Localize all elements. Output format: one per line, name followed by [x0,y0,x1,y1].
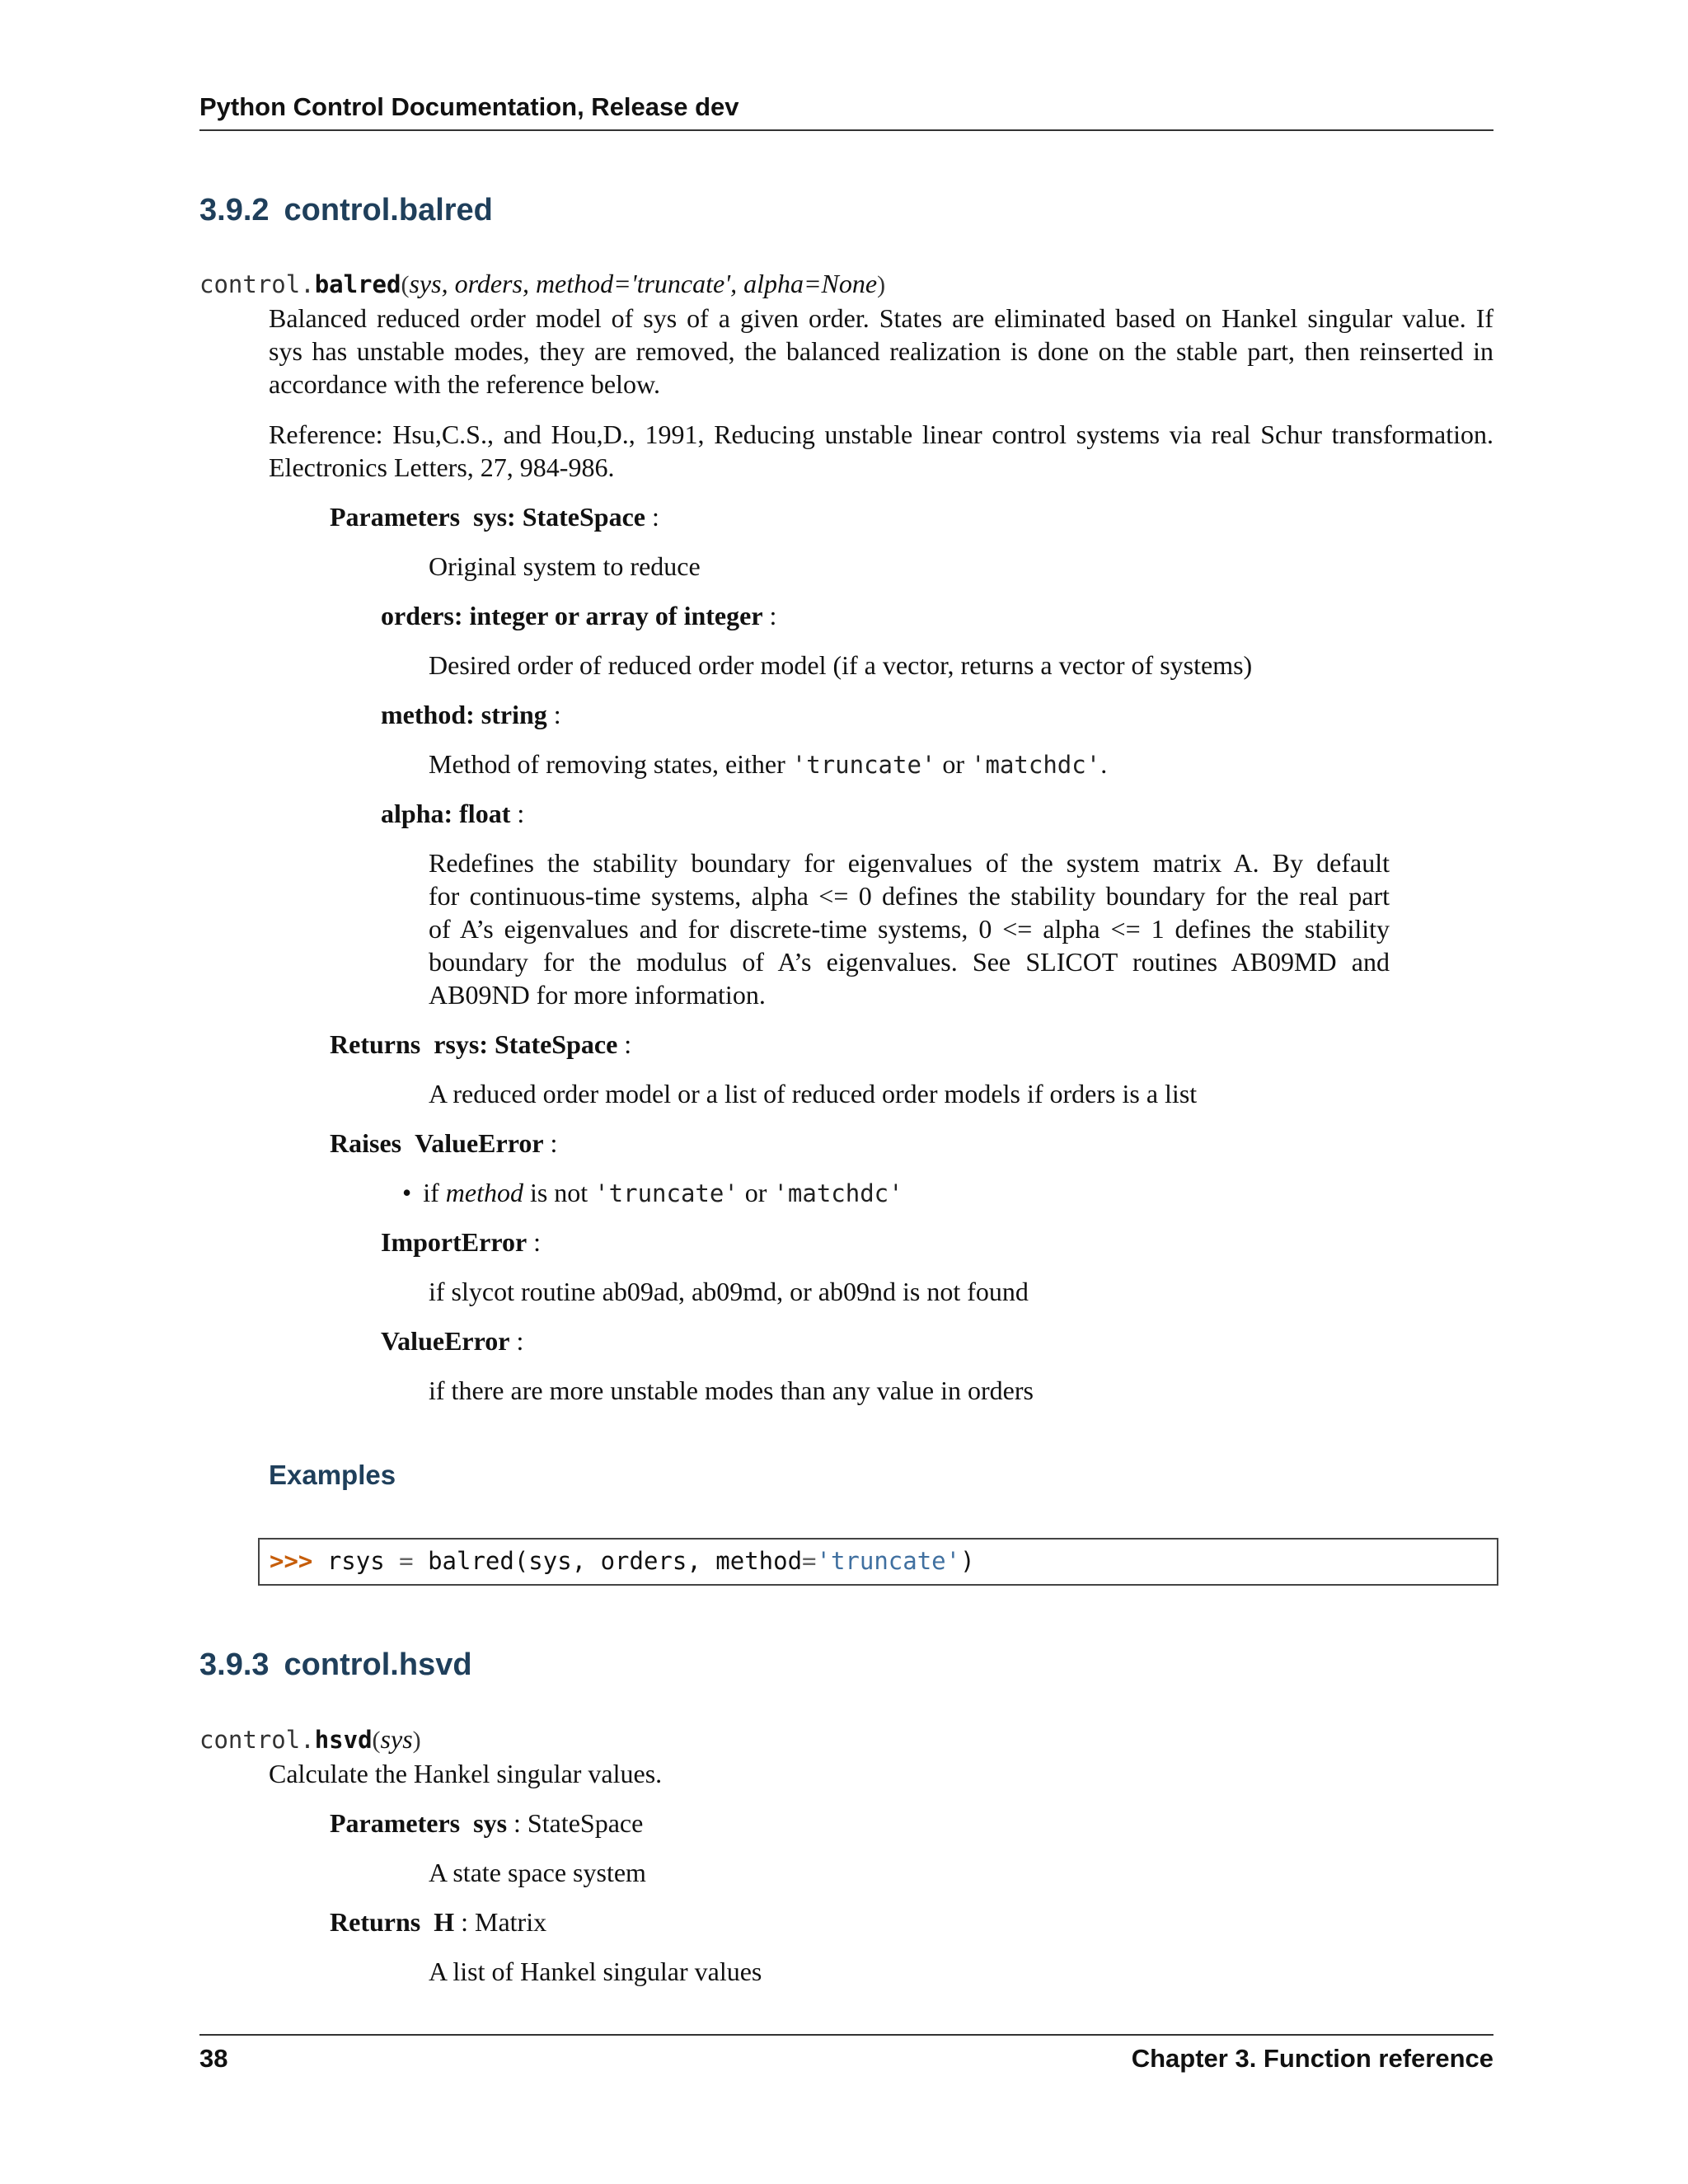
footer-divider [199,2034,1493,2036]
page-number: 38 [199,2044,228,2073]
examples-heading: Examples [269,1460,396,1490]
desc-line: sys has unstable modes, they are removed, the balanced realization is done on the stable part, then reinserted in [269,336,1493,366]
header-divider [199,129,1493,131]
signature-module: control. [199,1726,315,1754]
returns-desc: A reduced order model or a list of reduced order models if orders is a list [429,1079,1198,1108]
returns-name: H [434,1907,455,1937]
raises-row-importerror: ImportError : [381,1227,542,1257]
alpha-desc-line: Redefines the stability boundary for eigenvalues of the system matrix A. By default [429,848,1390,878]
desc-line: Balanced reduced order model of sys of a given order. States are eliminated based on Hankel singular value. If [269,303,1493,333]
raises-importerror-name: ImportError [381,1227,528,1257]
hsvd-param-desc: A state space system [429,1858,646,1887]
alpha-desc-line: AB09ND for more information. [429,980,766,1010]
param-name-alpha: alpha: float [381,799,511,828]
section-title: control.hsvd [284,1647,472,1682]
inline-code: 'truncate' [594,1179,738,1207]
running-header-title: Python Control Documentation, Release dev [199,92,739,121]
inline-code: 'matchdc' [971,751,1101,779]
code-string: 'truncate' [816,1547,961,1575]
returns-name: rsys: StateSpace [434,1029,618,1059]
param-row-orders: orders: integer or array of integer : [381,601,777,630]
signature-module: control. [199,270,315,298]
function-description [269,302,1493,401]
code-example-line: >>> rsys = balred(sys, orders, method='truncate') [270,1547,975,1575]
reference-line: Reference: Hsu,C.S., and Hou,D., 1991, Reducing unstable linear control systems via real Schur transformation. [269,419,1493,449]
code-example-box [258,1538,1498,1586]
function-signature-hsvd: control.hsvd(sys) [199,1724,421,1754]
alpha-desc-line: for continuous-time systems, alpha <= 0 defines the stability boundary for the real part [429,881,1390,911]
raises-row-valueerror: ValueError : [381,1326,524,1356]
alpha-desc-line: boundary for the modulus of A’s eigenvalues. See SLICOT routines AB09MD and [429,947,1390,977]
signature-params: sys [380,1724,413,1754]
returns-row: Returns rsys: StateSpace : [330,1029,632,1059]
param-name-orders: orders: integer or array of integer [381,601,763,630]
param-desc-sys: Original system to reduce [429,551,701,581]
raises-valueerror2-name: ValueError [381,1326,510,1356]
param-row-method: method: string : [381,700,561,729]
param-name-method: method: string [381,700,547,729]
param-desc-orders: Desired order of reduced order model (if a vector, returns a vector of systems) [429,650,1253,680]
param-desc-method: Method of removing states, either 'truncate' or 'matchdc'. [429,749,1108,779]
section-number: 3.9.3 [199,1647,270,1682]
returns-label: Returns [330,1907,421,1937]
desc-line: accordance with the reference below. [269,369,660,399]
parameters-label: Parameters [330,1808,461,1838]
section-heading-balred [199,193,493,228]
chapter-title: Chapter 3. Function reference [1131,2044,1493,2073]
parameters-row-sys: Parameters sys: StateSpace : [330,502,659,532]
raises-bullet: • if method is not 'truncate' or 'matchdc' [402,1178,903,1207]
param-desc-alpha [429,846,1390,1011]
reference-line: Electronics Letters, 27, 984-986. [269,452,615,482]
hsvd-returns-desc: A list of Hankel singular values [429,1957,762,1986]
reference-text [269,418,1493,484]
param-row-alpha: alpha: float : [381,799,525,828]
alpha-desc-line: of A’s eigenvalues and for discrete-time systems, 0 <= alpha <= 1 defines the stability [429,914,1390,944]
section-title: control.balred [284,193,493,227]
raises-valueerror-name: ValueError [415,1128,544,1158]
param-name-sys: sys: StateSpace [473,502,645,532]
signature-params: sys, orders, method='truncate', alpha=None [409,269,878,298]
returns-label: Returns [330,1029,421,1059]
hsvd-description: Calculate the Hankel singular values. [269,1759,663,1788]
param-name-sys: sys [473,1808,508,1838]
raises-importerror-desc: if slycot routine ab09ad, ab09md, or ab09nd is not found [429,1277,1029,1306]
signature-function-name: balred [314,270,401,298]
code-prompt: >>> [270,1547,313,1575]
inline-code: 'truncate' [791,751,936,779]
raises-row: Raises ValueError : [330,1128,558,1158]
parameters-label: Parameters [330,502,461,532]
hsvd-parameters-row: Parameters sys : StateSpace [330,1808,644,1838]
inline-code: 'matchdc' [773,1179,903,1207]
function-signature-balred: control.balred(sys, orders, method='truncate', alpha=None) [199,269,886,298]
section-number: 3.9.2 [199,193,270,227]
raises-label: Raises [330,1128,402,1158]
bullet-icon: • [402,1178,412,1207]
signature-function-name: hsvd [314,1726,373,1754]
raises-valueerror2-desc: if there are more unstable modes than any value in orders [429,1376,1034,1405]
section-heading-hsvd [199,1647,472,1683]
hsvd-returns-row: Returns H : Matrix [330,1907,547,1937]
